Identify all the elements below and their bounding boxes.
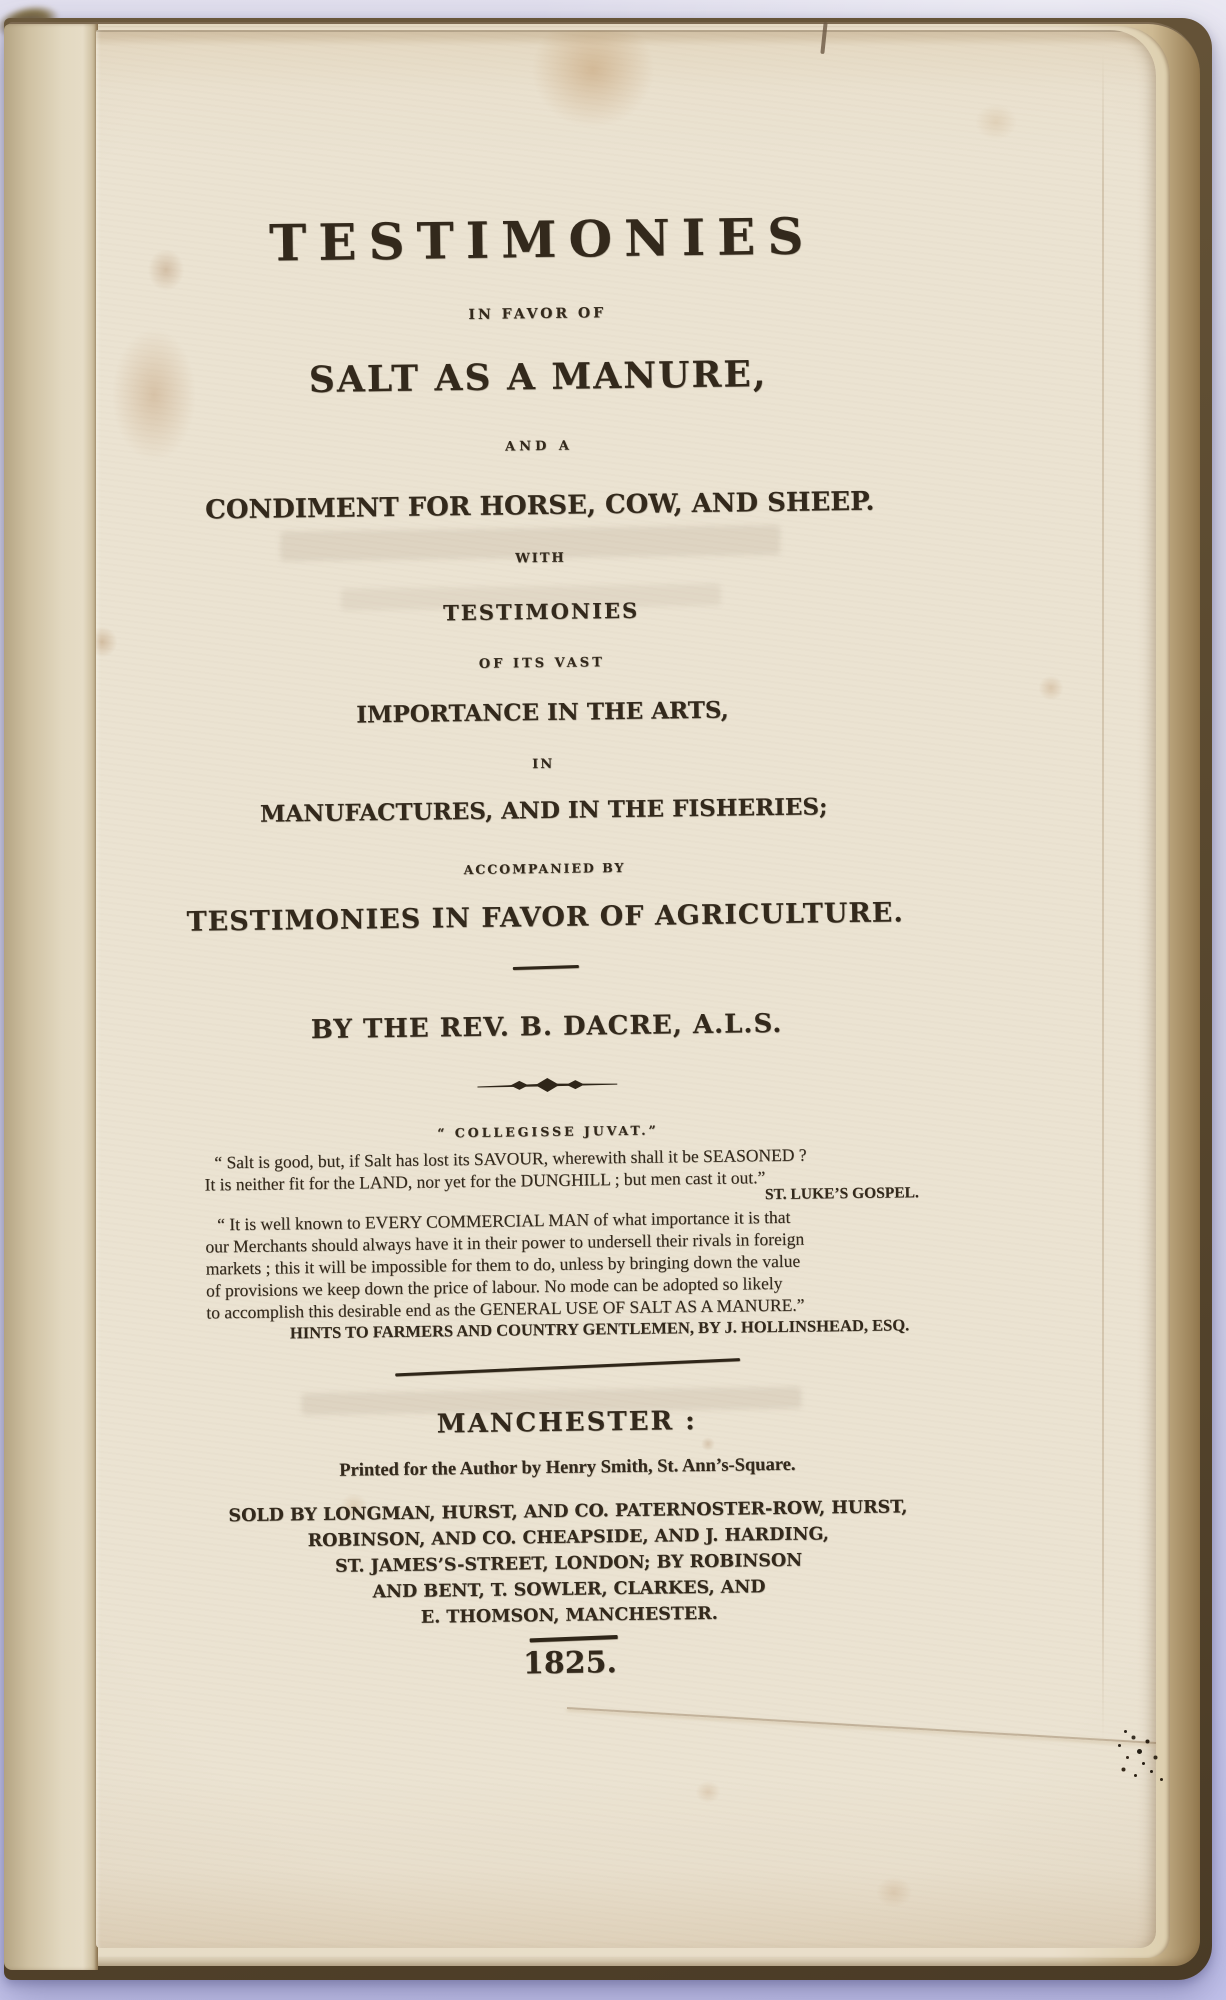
subtitle-in: IN — [532, 756, 555, 773]
epigraph-attribution: ST. LUKE’S GOSPEL. — [764, 1184, 919, 1204]
title-manufactures: MANUFACTURES, AND IN THE FISHERIES; — [259, 793, 828, 828]
divider-rule-1 — [513, 965, 579, 970]
subtitle-of-its-vast: OF ITS VAST — [478, 655, 605, 672]
imprint-sold-line-3: ST. JAMES’S-STREET, LONDON; BY ROBINSON — [334, 1550, 803, 1577]
imprint-printer: Printed for the Author by Henry Smith, St. Ann’s-Square. — [339, 1454, 796, 1481]
title-salt-as-a-manure: SALT AS A MANURE, — [308, 353, 768, 402]
main-title: TESTIMONIES — [268, 206, 816, 273]
imprint-sold-line-2: ROBINSON, AND CO. CHEAPSIDE, AND J. HARDING, — [307, 1524, 830, 1552]
epigraph-line: “ It is well known to EVERY COMMERCIAL MAN of what importance it is that — [217, 1206, 791, 1235]
epigraph-line: of provisions we keep down the price of labour. No mode can be adopted so likely — [205, 1272, 783, 1301]
epigraph-luke — [204, 1144, 919, 1204]
title-importance: IMPORTANCE IN THE ARTS, — [356, 696, 729, 729]
title-page — [96, 30, 1156, 1948]
latin-motto: “ COLLEGISSE JUVAT.” — [437, 1122, 659, 1141]
epigraph-line: It is neither fit for the LAND, nor yet for the DUNGHILL ; but men cast it out.” — [204, 1167, 766, 1195]
title-testimonies-2: TESTIMONIES — [443, 597, 640, 626]
divider-rule-2 — [395, 1358, 740, 1376]
imprint-sold-line-1: SOLD BY LONGMAN, HURST, AND CO. PATERNOSTER-ROW, HURST, — [228, 1497, 908, 1527]
subtitle-accompanied-by: ACCOMPANIED BY — [463, 859, 626, 878]
divider-rule-3 — [530, 1635, 618, 1642]
subtitle-in-favor-of: IN FAVOR OF — [468, 305, 607, 323]
imprint-city: MANCHESTER : — [436, 1406, 697, 1440]
vertical-crease — [1102, 52, 1104, 1742]
epigraph-line: to accomplish this desirable end as the GENERAL USE OF SALT AS A MANURE.” — [206, 1294, 805, 1323]
epigraph-attribution: HINTS TO FARMERS AND COUNTRY GENTLEMEN, BY J. HOLLINSHEAD, ESQ. — [289, 1315, 910, 1343]
epigraph-line: our Merchants should always have it in their power to undersell their rivals in foreign — [205, 1228, 805, 1257]
diamond-rule-ornament — [477, 1076, 617, 1094]
imprint-year: 1825. — [522, 1645, 618, 1682]
title-condiment: CONDIMENT FOR HORSE, COW, AND SHEEP. — [204, 486, 875, 526]
title-page-text — [124, 25, 969, 1956]
author-byline: BY THE REV. B. DACRE, A.L.S. — [310, 1008, 783, 1046]
ink-speckles — [1124, 1730, 1127, 1733]
gutter-shadow — [4, 24, 98, 1970]
subtitle-and-a: AND A — [504, 438, 574, 455]
imprint-sold-line-5: E. THOMSON, MANCHESTER. — [420, 1603, 718, 1628]
subtitle-with: WITH — [515, 550, 566, 567]
imprint-sold-line-4: AND BENT, T. SOWLER, CLARKES, AND — [372, 1577, 766, 1603]
epigraph-line: markets ; this it will be impossible for them to do, unless by bringing down the value — [205, 1250, 801, 1279]
title-agriculture: TESTIMONIES IN FAVOR OF AGRICULTURE. — [186, 897, 904, 938]
epigraph-line: “ Salt is good, but, if Salt has lost its SAVOUR, wherewith shall it be SEASONED ? — [214, 1144, 807, 1173]
